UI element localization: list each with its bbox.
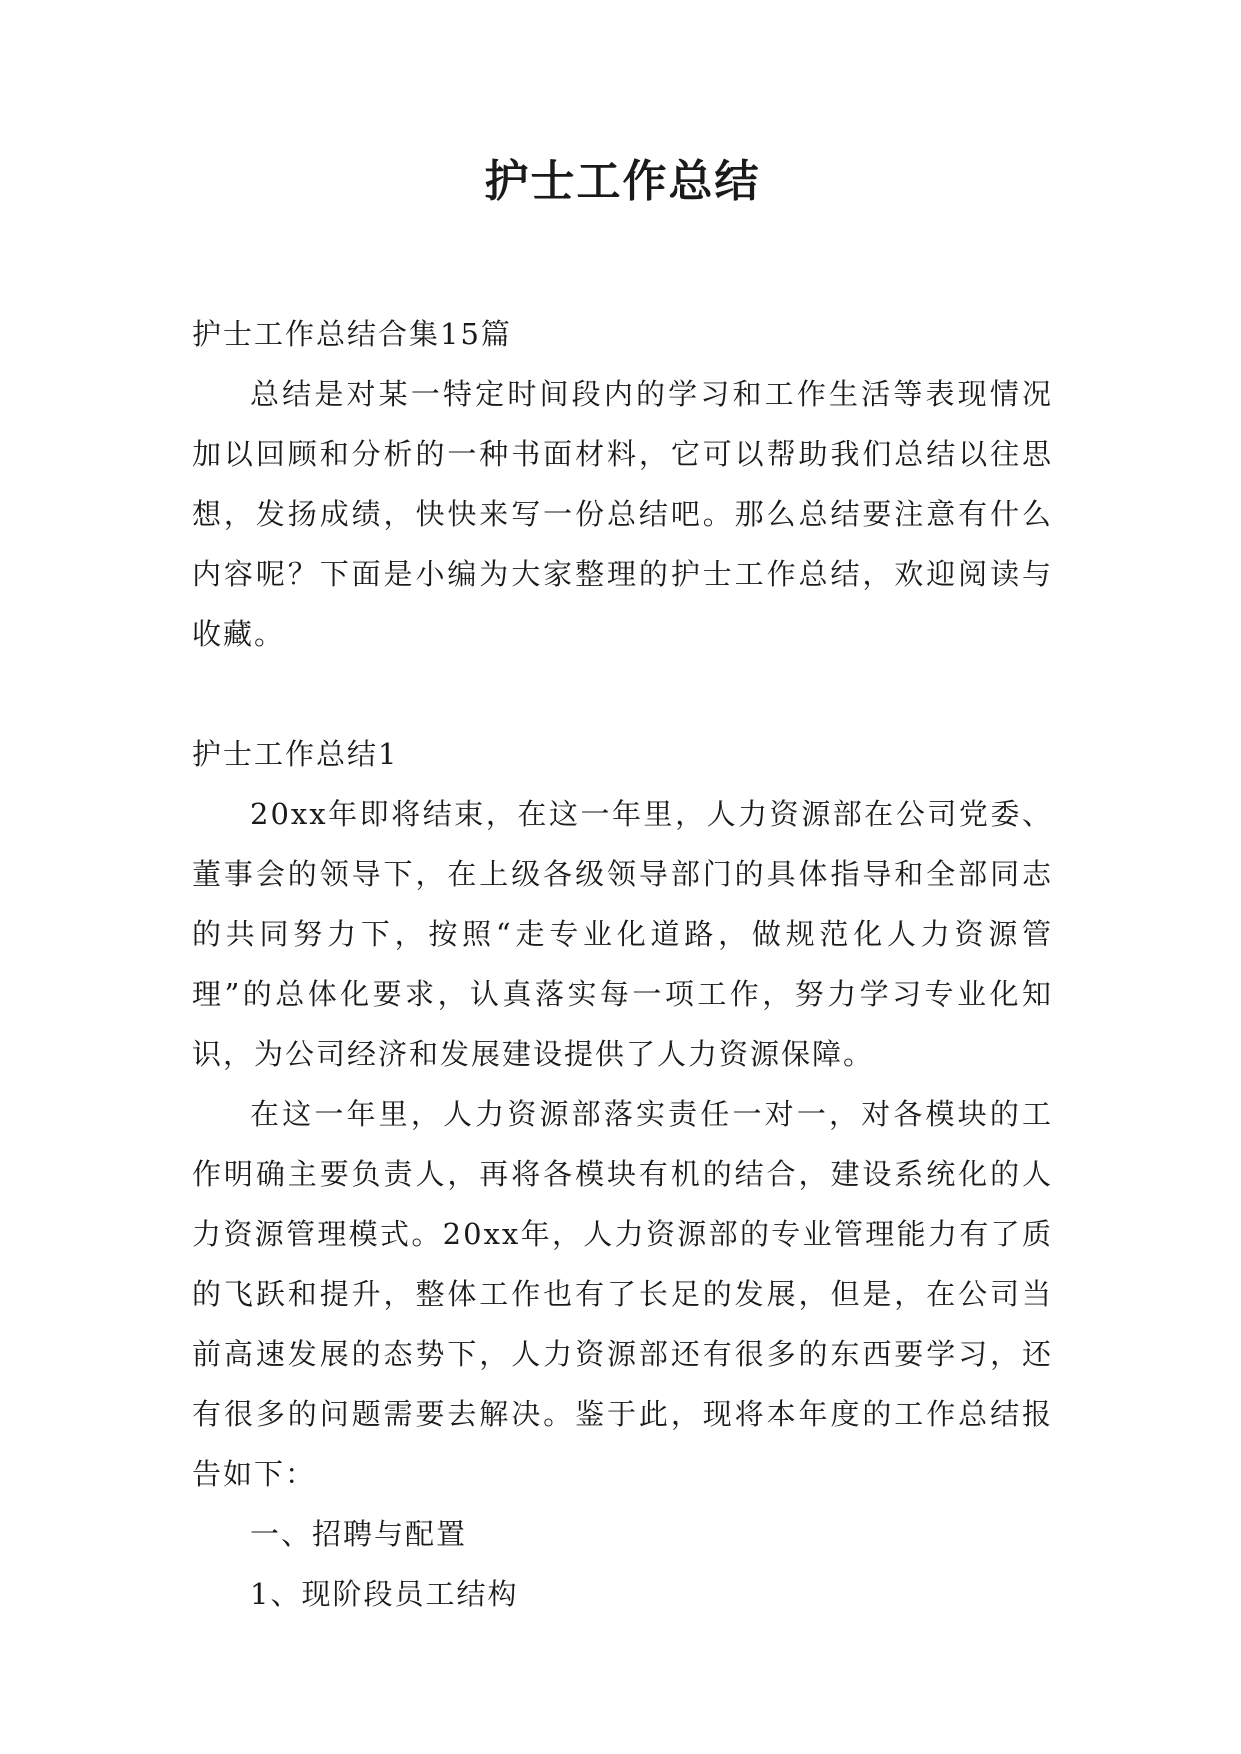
body-paragraph: 20xx年即将结束，在这一年里，人力资源部在公司党委、董事会的领导下，在上级各级领导部门的具体指导和全部同志的共同努力下，按照“走专业化道路，做规范化人力资源管理”的总体化要求，认真落实每一项工作，努力学习专业化知识，为公司经济和发展建设提供了人力资源保障。 (192, 797, 1053, 1071)
document-subtitle: 护士工作总结合集15篇 (192, 317, 512, 351)
body-paragraph: 在这一年里，人力资源部落实责任一对一，对各模块的工作明确主要负责人，再将各模块有机的结合，建设系统化的人力资源管理模式。20xx年，人力资源部的专业管理能力有了质的飞跃和提升，整体工作也有了长足的发展，但是，在公司当前高速发展的态势下，人力资源部还有很多的东西要学习，还有很多的问题需要去解决。鉴于此，现将本年度的工作总结报告如下： (192, 1097, 1053, 1491)
intro-paragraph: 总结是对某一特定时间段内的学习和工作生活等表现情况加以回顾和分析的一种书面材料，它可以帮助我们总结以往思想，发扬成绩，快快来写一份总结吧。那么总结要注意有什么内容呢？下面是小编为大家整理的护士工作总结，欢迎阅读与收藏。 (192, 377, 1053, 651)
section-heading: 护士工作总结1 (192, 737, 399, 771)
list-heading-recruitment: 一、招聘与配置 (250, 1517, 468, 1551)
document-title: 护士工作总结 (484, 156, 761, 207)
list-item-employee-structure: 1、现阶段员工结构 (250, 1577, 519, 1611)
